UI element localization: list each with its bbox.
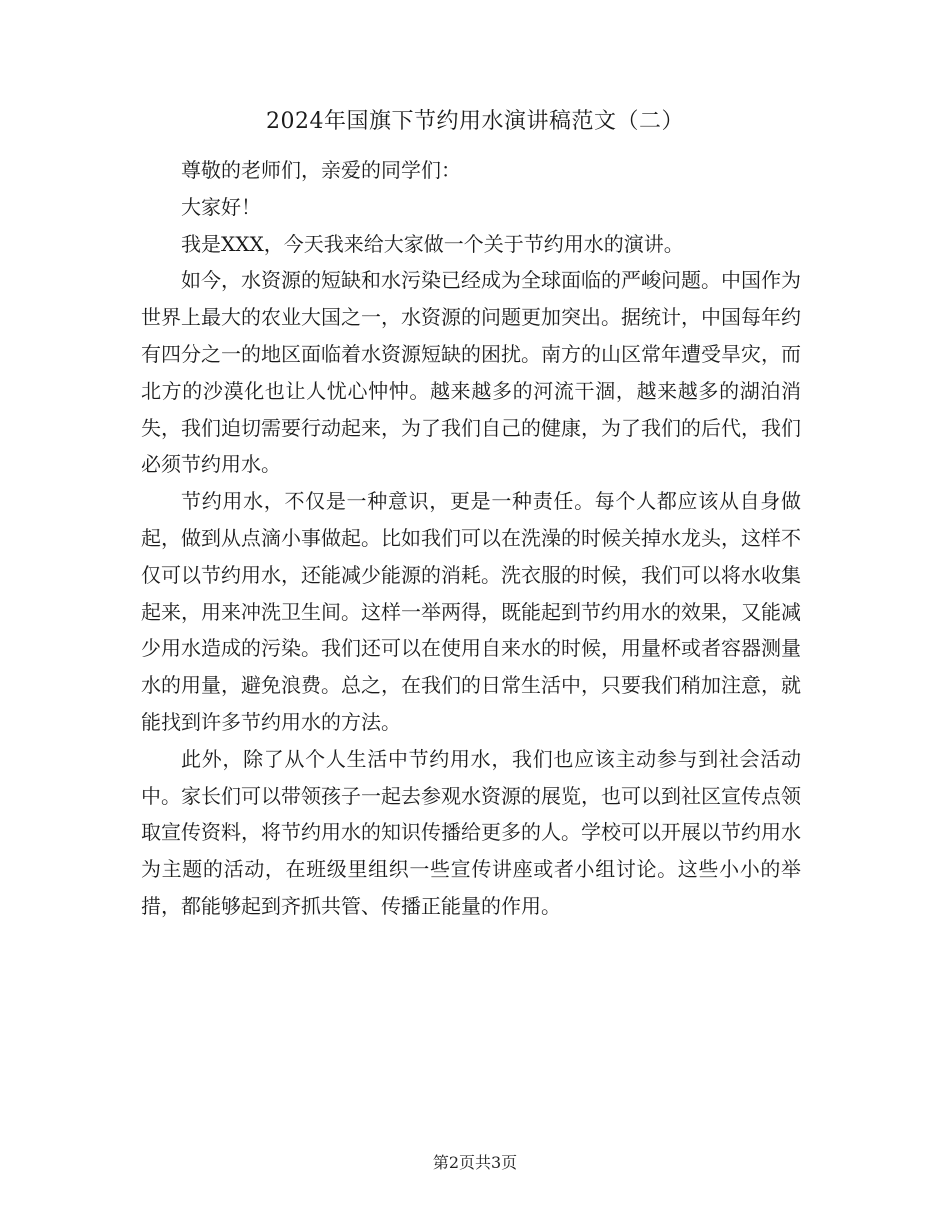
greeting: 大家好！ (181, 194, 261, 219)
page-number-footer: 第2页共3页 (432, 1153, 518, 1172)
body-paragraph: 节约用水，不仅是一种意识，更是一种责任。每个人都应该从自身做起，做到从点滴小事做起。比如我们可以在洗澡的时候关掉水龙头，这样不仅可以节约用水，还能减少能源的消耗。洗衣服的时候，我们可以将水收集起来，用来冲洗卫生间。这样一举两得，既能起到节约用水的效果，又能减少用水造成的污染。我们还可以在使用自来水的时候，用量杯或者容器测量水的用量，避免浪费。总之，在我们的日常生活中，只要我们稍加注意，就能找到许多节约用水的方法。 (141, 489, 801, 734)
introduction-paragraph: 我是XXX，今天我来给大家做一个关于节约用水的演讲。 (181, 231, 684, 256)
salutation: 尊敬的老师们，亲爱的同学们： (181, 158, 461, 182)
body-paragraph: 此外，除了从个人生活中节约用水，我们也应该主动参与到社会活动中。家长们可以带领孩子一起去参观水资源的展览，也可以到社区宣传点领取宣传资料，将节约用水的知识传播给更多的人。学校可以开展以节约用水为主题的活动，在班级里组织一些宣传讲座或者小组讨论。这些小小的举措，都能够起到齐抓共管、传播正能量的作用。 (141, 746, 801, 918)
body-paragraph: 如今，水资源的短缺和水污染已经成为全球面临的严峻问题。中国作为世界上最大的农业大国之一，水资源的问题更加突出。据统计，中国每年约有四分之一的地区面临着水资源短缺的困扰。南方的山区常年遭受旱灾，而北方的沙漠化也让人忧心忡忡。越来越多的河流干涸，越来越多的湖泊消失，我们迫切需要行动起来，为了我们自己的健康，为了我们的后代，我们必须节约用水。 (141, 268, 801, 477)
document-body (141, 152, 801, 925)
document-title: 2024年国旗下节约用水演讲稿范文（二） (266, 109, 684, 134)
